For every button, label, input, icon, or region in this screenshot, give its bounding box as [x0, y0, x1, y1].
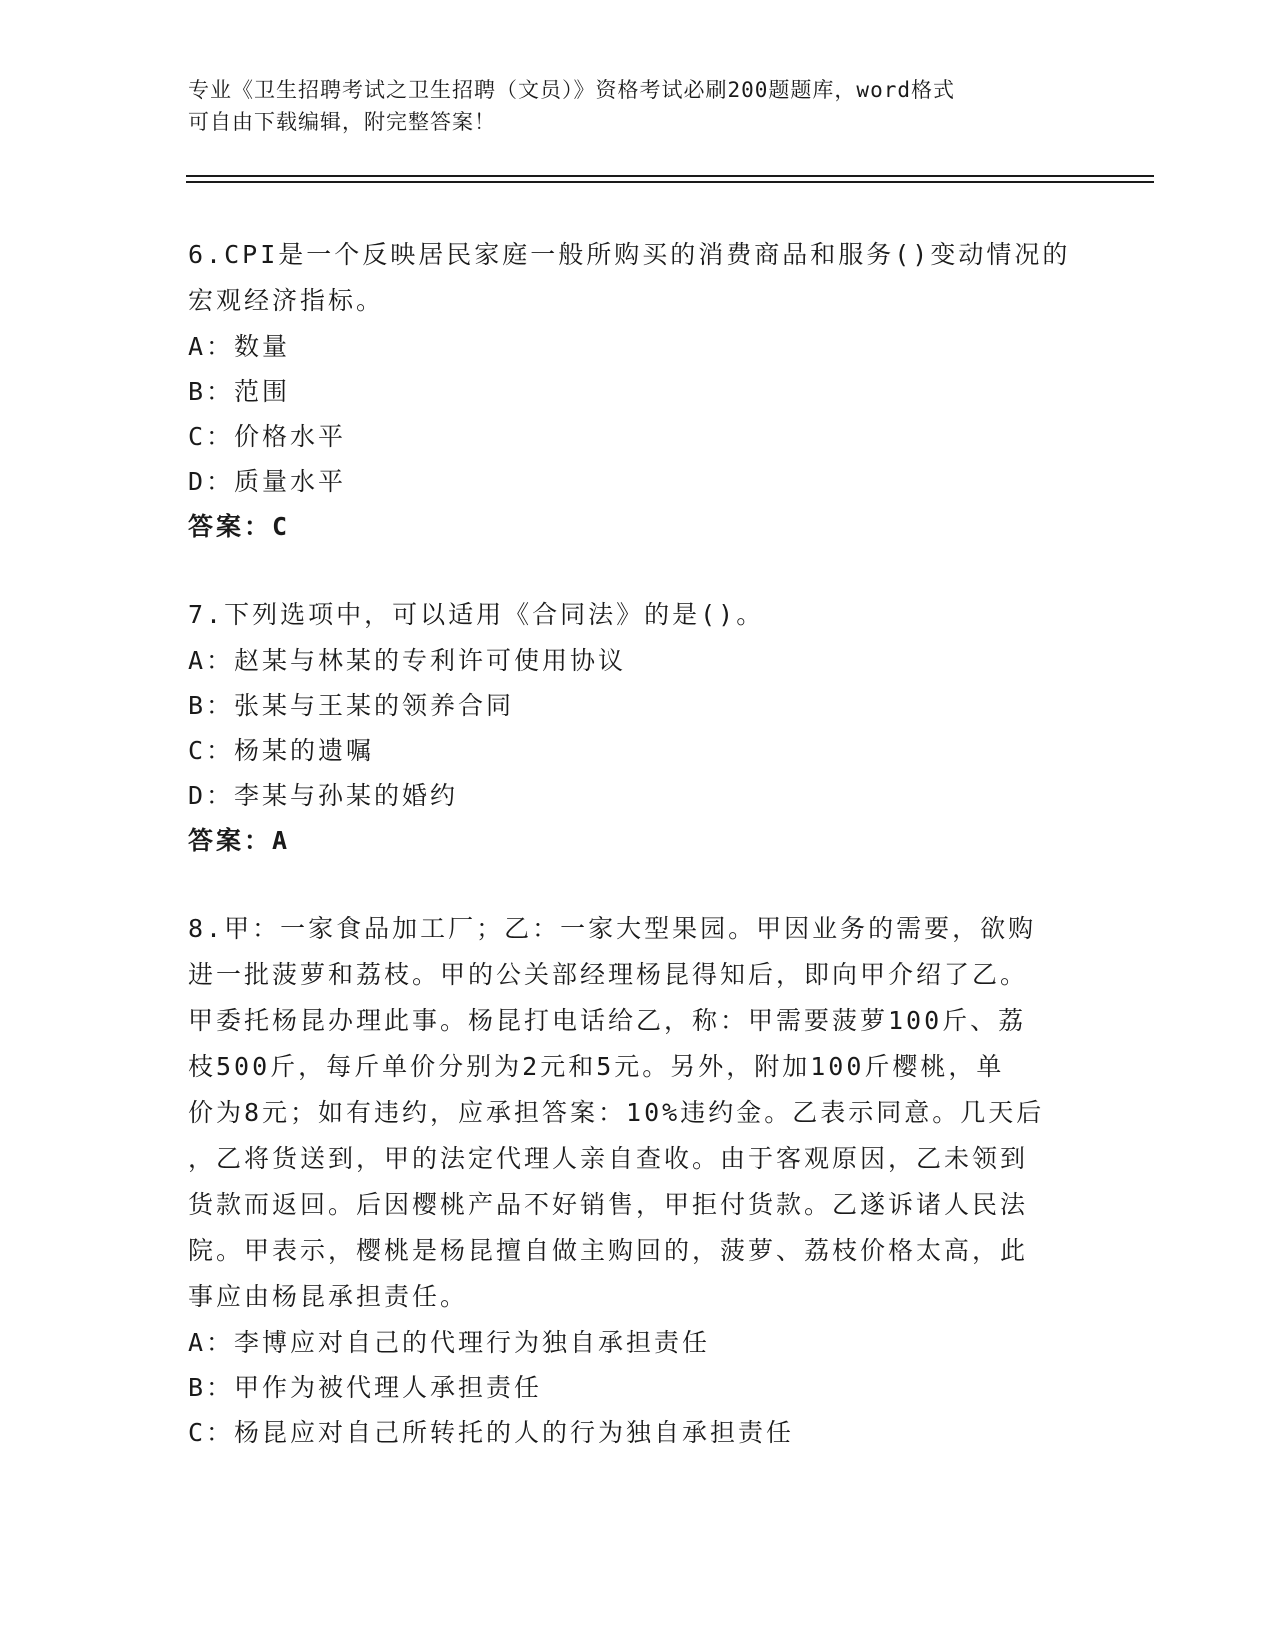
stem-line: 院。甲表示，樱桃是杨昆擅自做主购回的，菠萝、荔枝价格太高，此 [188, 1236, 1029, 1265]
option-a: A：李博应对自己的代理行为独自承担责任 [188, 1328, 711, 1357]
header-line-2: 可自由下载编辑，附完整答案！ [188, 110, 496, 134]
option-b: B：范围 [188, 377, 291, 406]
stem-line: 货款而返回。后因樱桃产品不好销售，甲拒付货款。乙遂诉诸人民法 [188, 1190, 1029, 1219]
stem-line: ，乙将货送到，甲的法定代理人亲自查收。由于客观原因，乙未领到 [188, 1144, 1029, 1173]
stem-line: 价为8元；如有违约，应承担答案：10%违约金。乙表示同意。几天后 [188, 1098, 1045, 1127]
question-6 [188, 232, 1088, 550]
document-header [188, 74, 1088, 138]
question-7 [188, 592, 1088, 864]
option-c: C：杨昆应对自己所转托的人的行为独自承担责任 [188, 1418, 795, 1447]
option-d: D：李某与孙某的婚约 [188, 781, 459, 810]
option-c: C：价格水平 [188, 422, 347, 451]
option-b: B：张某与王某的领养合同 [188, 691, 515, 720]
question-stem [188, 232, 1088, 324]
question-stem [188, 592, 1088, 638]
option-a: A：数量 [188, 332, 291, 361]
answer: 答案：C [188, 512, 291, 541]
question-list [188, 232, 1088, 1497]
option-c: C：杨某的遗嘱 [188, 736, 375, 765]
stem-line: 进一批菠萝和荔枝。甲的公关部经理杨昆得知后，即向甲介绍了乙。 [188, 960, 1029, 989]
stem-line: 8.甲：一家食品加工厂；乙：一家大型果园。甲因业务的需要，欲购 [188, 914, 1037, 943]
option-a: A：赵某与林某的专利许可使用协议 [188, 646, 627, 675]
stem-line: 宏观经济指标。 [188, 286, 385, 315]
stem-line: 事应由杨昆承担责任。 [188, 1282, 469, 1311]
question-8 [188, 906, 1088, 1455]
question-stem [188, 906, 1088, 1320]
header-divider-top [186, 175, 1154, 177]
stem-line: 甲委托杨昆办理此事。杨昆打电话给乙，称：甲需要菠萝100斤、荔 [188, 1006, 1027, 1035]
answer: 答案：A [188, 826, 291, 855]
option-d: D：质量水平 [188, 467, 347, 496]
option-b: B：甲作为被代理人承担责任 [188, 1373, 543, 1402]
stem-line: 6.CPI是一个反映居民家庭一般所购买的消费商品和服务()变动情况的 [188, 240, 1071, 269]
header-divider-bottom [186, 181, 1154, 183]
stem-line: 枝500斤，每斤单价分别为2元和5元。另外，附加100斤樱桃，单 [188, 1052, 1005, 1081]
stem-line: 7.下列选项中，可以适用《合同法》的是()。 [188, 600, 765, 629]
header-line-1: 专业《卫生招聘考试之卫生招聘（文员）》资格考试必刷200题题库，word格式 [188, 78, 955, 102]
